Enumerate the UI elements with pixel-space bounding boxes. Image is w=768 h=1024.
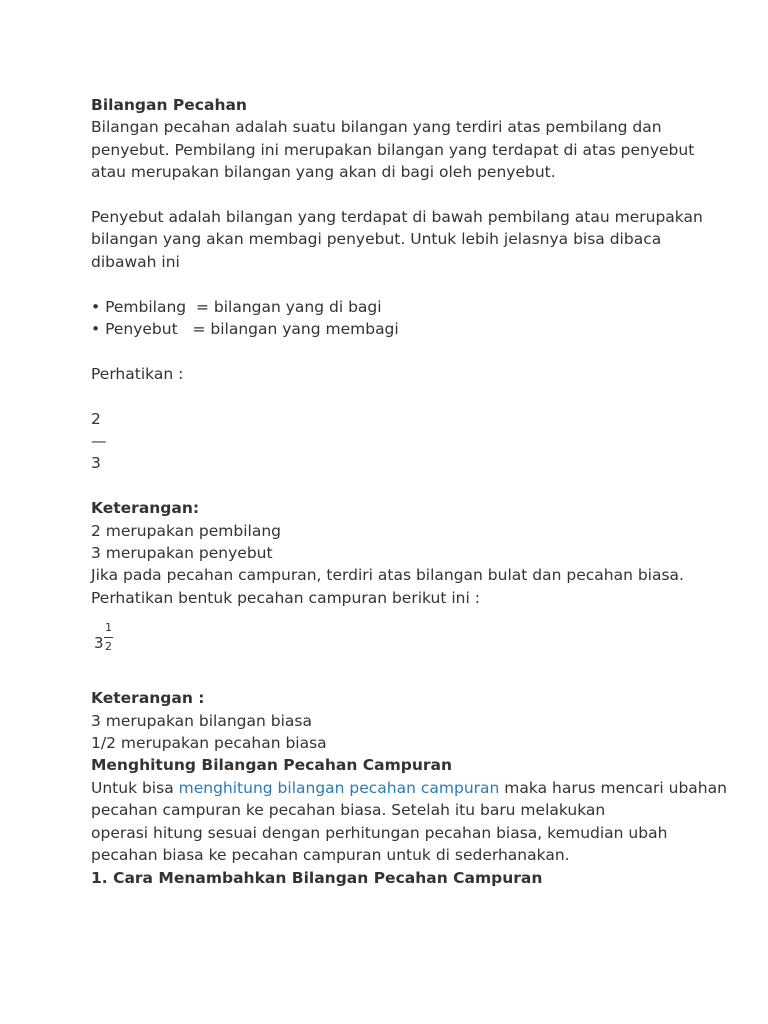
paragraph-line: pecahan biasa ke pecahan campuran untuk di sederhanakan. [91,846,570,865]
mixed-fraction-numerator: 1 [105,621,112,635]
section-heading: Menghitung Bilangan Pecahan Campuran [91,756,453,775]
paragraph-line [91,777,727,799]
keterangan-heading: Keterangan: [91,499,200,518]
paragraph-line: bilangan yang akan membagi penyebut. Untuk lebih jelasnya bisa dibaca [91,230,662,249]
keterangan-line: 3 merupakan bilangan biasa [91,711,312,730]
text-after-link: maka harus mencari ubahan [499,778,727,797]
mixed-fraction-bar [104,637,113,638]
spacer [91,184,711,206]
spacer [91,340,711,362]
keterangan-line: 1/2 merupakan pecahan biasa [91,734,327,753]
fraction-numerator: 2 [91,409,101,428]
spacer [91,385,711,407]
text-before-link: Untuk bisa [91,778,179,797]
article-body [91,94,727,889]
mixed-fraction-denominator: 2 [105,640,112,654]
fraction-bar: — [91,432,107,451]
keterangan-line: 3 merupakan penyebut [91,544,273,563]
paragraph-line: dibawah ini [91,252,180,271]
sub-heading: 1. Cara Menambahkan Bilangan Pecahan Campuran [91,868,543,887]
attention-label: Perhatikan : [91,364,184,383]
paragraph-line: Penyebut adalah bilangan yang terdapat di bawah pembilang atau merupakan [91,208,703,227]
section-heading: Bilangan Pecahan [91,96,247,114]
keterangan-line: Jika pada pecahan campuran, terdiri atas bilangan bulat dan pecahan biasa. [91,566,684,585]
article-link[interactable]: menghitung bilangan pecahan campuran [178,778,500,797]
paragraph-line: pecahan campuran ke pecahan biasa. Setelah itu baru melakukan [91,801,606,820]
paragraph-line: atau merupakan bilangan yang akan di bagi oleh penyebut. [91,163,556,182]
mixed-fraction-whole: 3 [94,634,104,653]
paragraph-line: operasi hitung sesuai dengan perhitungan pecahan biasa, kemudian ubah [91,823,668,842]
mixed-fraction [91,621,711,675]
paragraph-line: Bilangan pecahan adalah suatu bilangan yang terdiri atas pembilang dan [91,118,662,137]
paragraph-line: penyebut. Pembilang ini merupakan bilangan yang terdapat di atas penyebut [91,140,695,159]
bullet-item: • Penyebut = bilangan yang membagi [91,320,399,339]
fraction-denominator: 3 [91,454,101,473]
bullet-item: • Pembilang = bilangan yang di bagi [91,297,382,316]
keterangan-line: Perhatikan bentuk pecahan campuran berikut ini : [91,588,480,607]
spacer [91,273,711,295]
keterangan-line: 2 merupakan pembilang [91,521,281,540]
keterangan-heading: Keterangan : [91,689,205,708]
spacer [91,475,711,497]
